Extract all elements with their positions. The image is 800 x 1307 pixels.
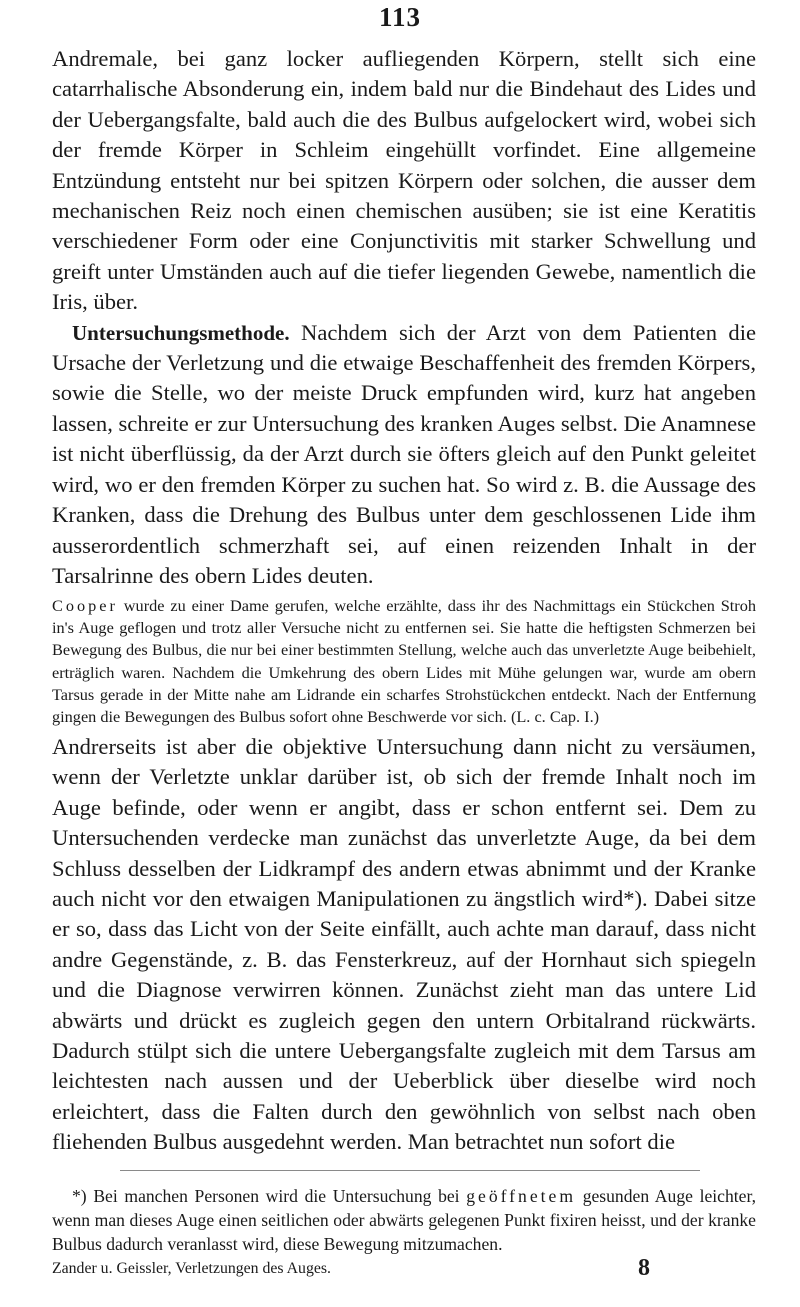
case-note-name: Cooper xyxy=(52,596,118,615)
main-text xyxy=(52,44,756,591)
footnote-spaced: geöffnetem xyxy=(466,1186,577,1206)
lower-text xyxy=(52,732,756,1158)
footnote-before: Bei manchen Personen wird die Untersuchung bei xyxy=(93,1186,460,1206)
section-title: Untersuchungsmethode. xyxy=(72,320,290,345)
paragraph-1: Andremale, bei ganz locker aufliegenden Körpern, stellt sich eine catarrhalische Absonderung ein, indem bald nur die Bindehaut des Lides und der Uebergangsfalte, bald auch die des Bulbus aufgelockert wird, wobei sich der fremde Körper in Schleim eingehüllt vorfindet. Eine allgemeine Entzündung entsteht nur bei spitzen Körpern oder solchen, die ausser dem mechanischen Reiz noch einen chemischen ausüben; sie ist eine Keratitis verschiedener Form oder eine Conjunctivitis mit starker Schwellung und greift unter Umständen auch auf die tiefer liegenden Gewebe, namentlich die Iris, über. xyxy=(52,46,756,315)
footnote-marker: *) xyxy=(72,1186,87,1206)
paragraph-2 xyxy=(52,318,756,592)
paragraph-2-text: Nachdem sich der Arzt von dem Patienten die Ursache der Verletzung und die etwaige Beschaffenheit des fremden Körpers, sowie die Stelle, wo der meiste Druck empfunden wird, kurz hat angeben lassen, schreite er zur Untersuchung des kranken Auges selbst. Die Anamnese ist nicht überflüssig, da der Arzt durch sie öfters gleich auf den Punkt geleitet wird, wo er den fremden Körper zu suchen hat. So wird z. B. die Aussage des Kranken, dass die Drehung des Bulbus unter dem geschlossenen Lide ihm ausserordentlich schmerzhaft sei, auf einen reizenden Inhalt in der Tarsalrinne des obern Lides deuten. xyxy=(52,319,756,588)
case-note-text: wurde zu einer Dame gerufen, welche erzählte, dass ihr des Nachmittags ein Stückchen Stroh in's Auge geflogen und trotz aller Versuche nicht zu entfernen sei. Sie hatte die heftigsten Schmerzen bei Bewegung des Bulbus, die nur bei einer bestimmten Stellung, welche auch das unverletzte Auge beibehielt, erträglich waren. Nachdem die Umkehrung des obern Lides mit Mühe gelungen war, wurde am obern Tarsus gerade in der Mitte nahe am Lidrande ein scharfes Strohstückchen entdeckt. Nach der Entfernung gingen die Bewegungen des Bulbus sofort ohne Beschwerde vor sich. (L. c. Cap. I.) xyxy=(52,596,756,727)
source-line: Zander u. Geissler, Verletzungen des Auges. xyxy=(52,1260,331,1277)
paragraph-3: Andrerseits ist aber die objektive Untersuchung dann nicht zu versäumen, wenn der Verletzte unklar darüber ist, ob sich der fremde Inhalt noch im Auge befinde, oder wenn er angibt, dass er schon entfernt sei. Dem zu Untersuchenden verdecke man zunächst das unverletzte Auge, da bei dem Schluss desselben der Lidkrampf des andern etwas abnimmt und der Kranke auch nicht vor den etwaigen Manipulationen zu ängstlich wird*). Dabei sitze er so, dass das Licht von der Seite einfällt, auch achte man darauf, dass nicht andre Gegenstände, z. B. das Fensterkreuz, auf der Hornhaut sich spiegeln und die Diagnose verwirren können. Zunächst zieht man das untere Lid abwärts und drückt es zugleich gegen den untern Orbitalrand rückwärts. Dadurch stülpt sich die untere Uebergangsfalte zugleich mit dem Tarsus am leichtesten nach aussen und der Ueberblick über dieselbe wird noch erleichtert, dass die Falten durch den gewöhnlich von selbst nach oben fliehenden Bulbus ausgedehnt werden. Man betrachtet nun sofort die xyxy=(52,734,756,1155)
footnote-text xyxy=(52,1184,756,1256)
footnote xyxy=(52,1184,756,1256)
page-number: 113 xyxy=(378,2,421,32)
signature-mark: 8 xyxy=(638,1255,650,1281)
footnote-divider xyxy=(120,1170,700,1171)
case-note xyxy=(52,595,756,728)
footnote-after: gesunden Auge leichter, wenn man dieses Auge einen seitlichen oder abwärts gelegenen Punkt fixiren heisst, und der kranke Bulbus dadurch veranlasst wird, diese Bewegung mitzumachen. xyxy=(52,1186,757,1254)
